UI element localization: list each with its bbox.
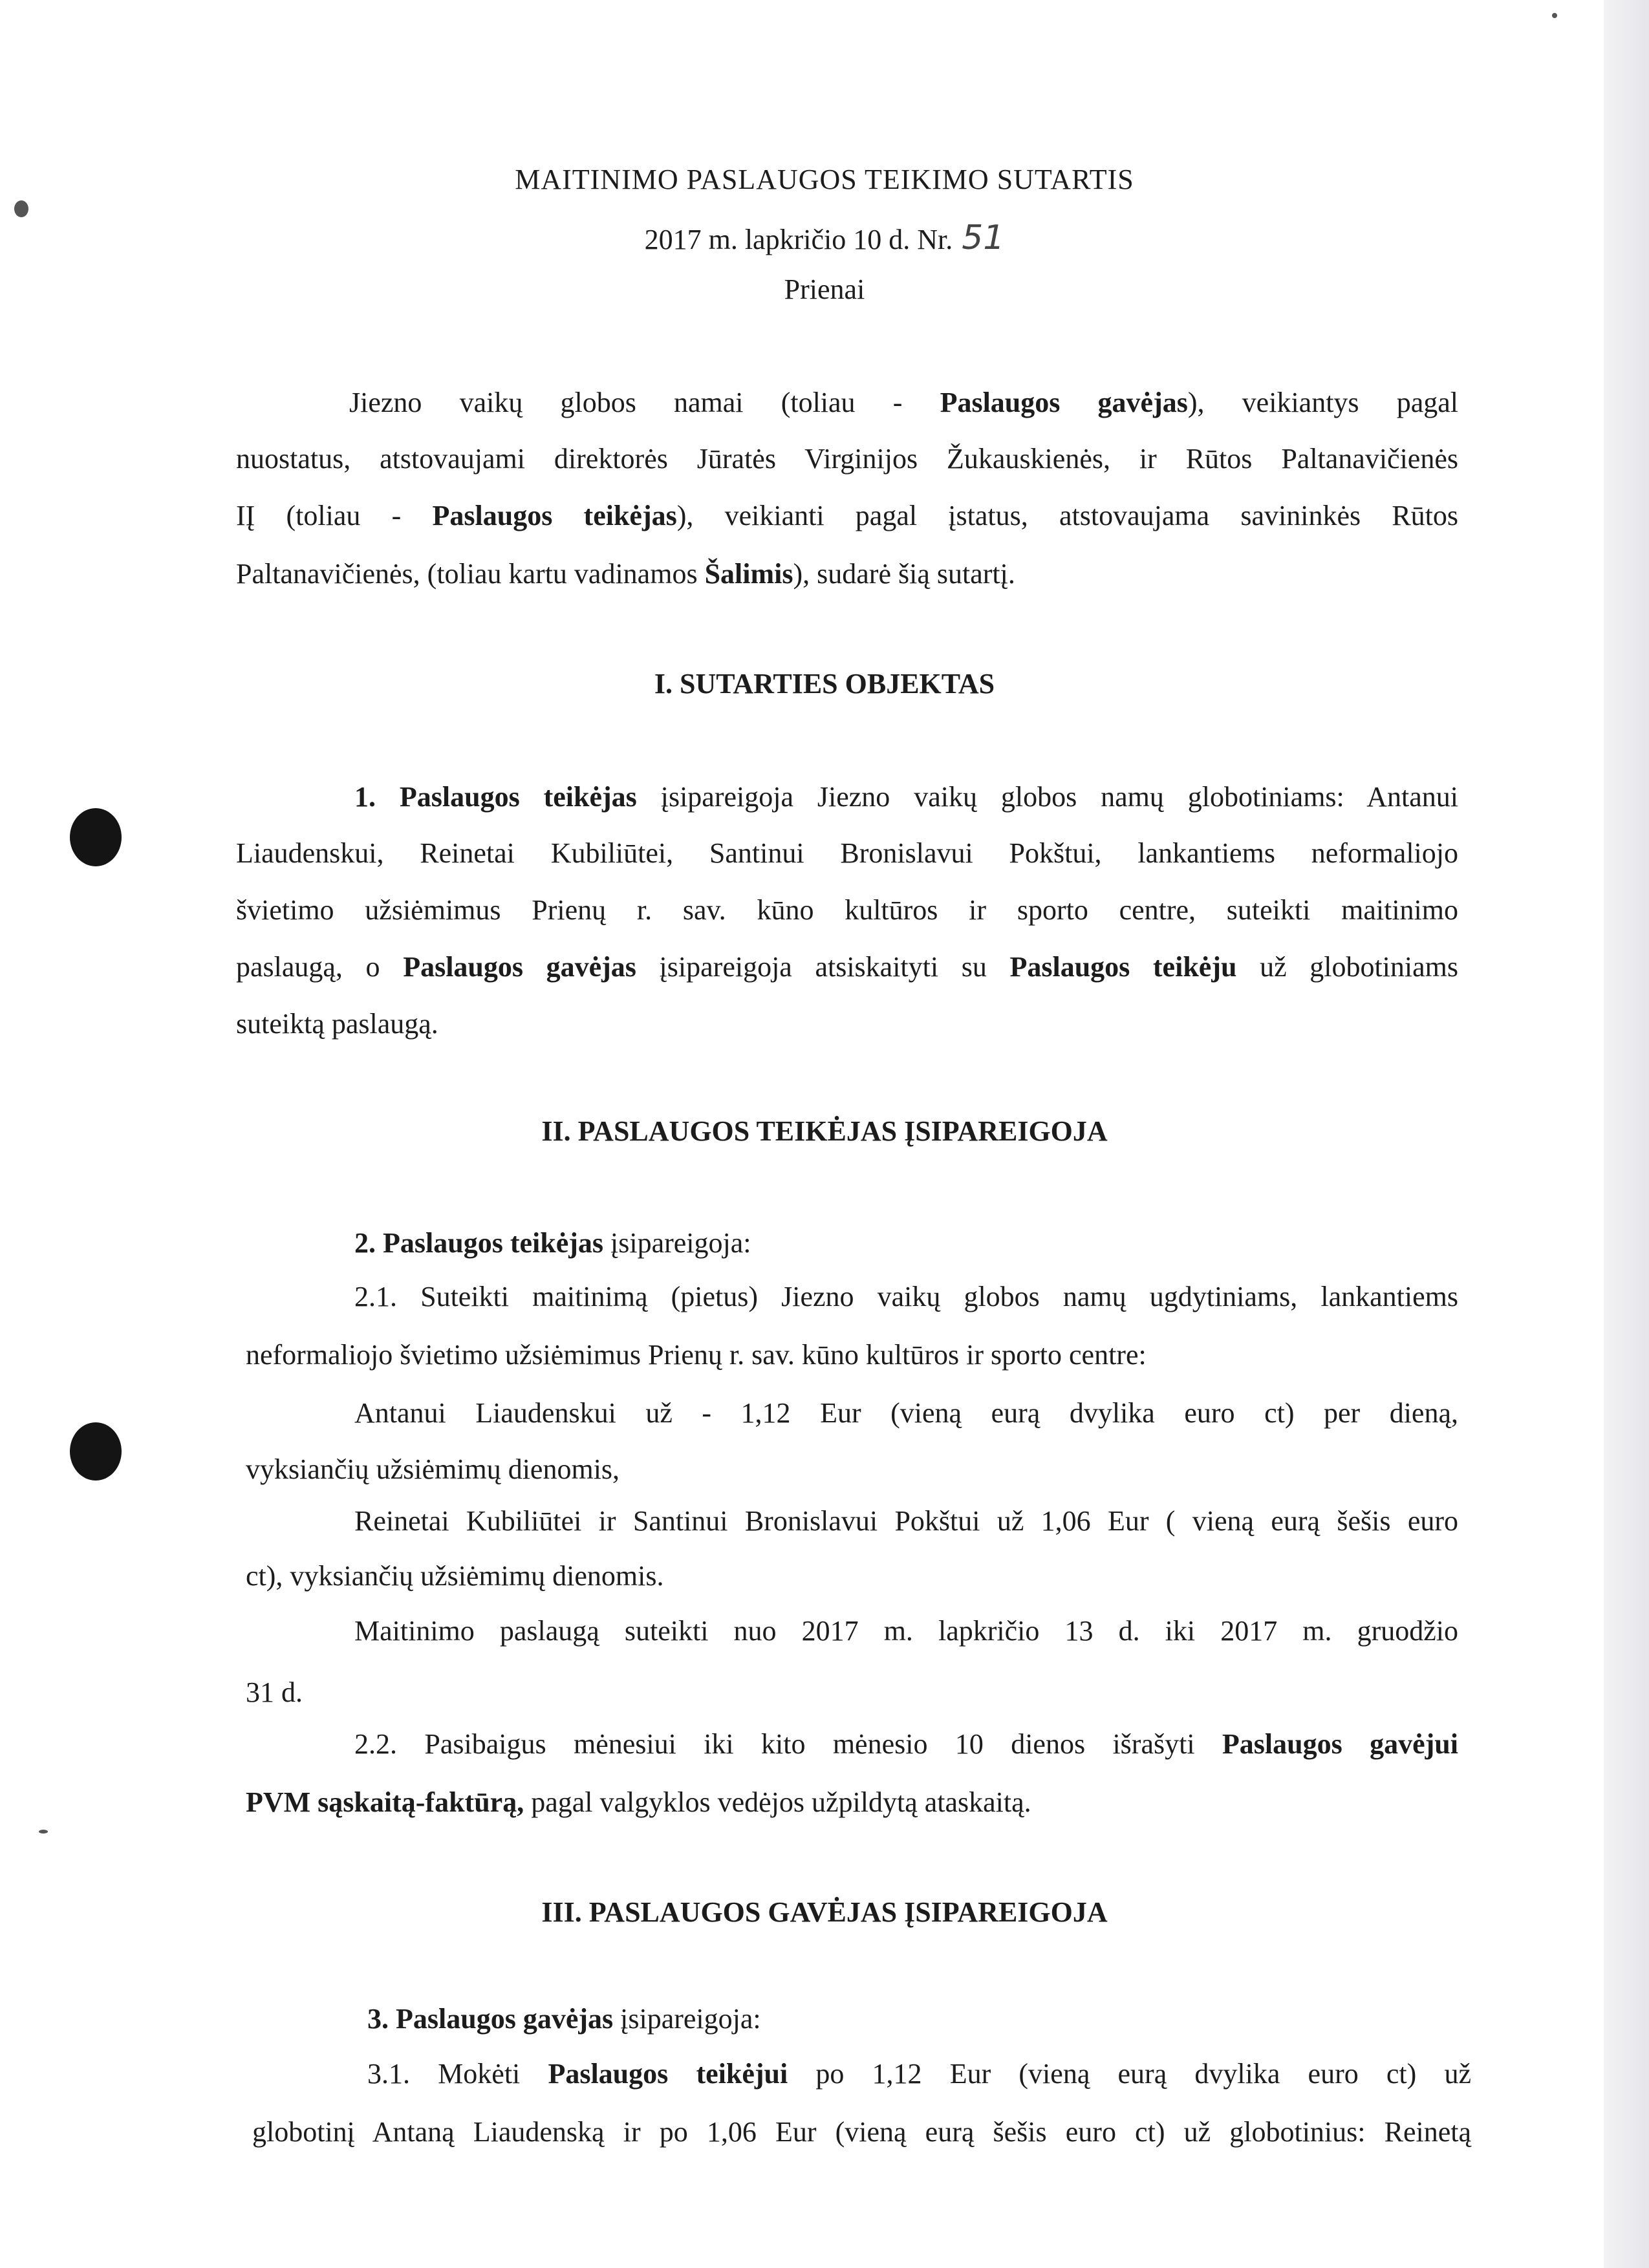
intro-line-2: nuostatus, atstovaujami direktorės Jūratės Virginijos Žukauskienės, ir Rūtos Paltanavičienės — [236, 443, 1458, 475]
handwritten-number: 51 — [962, 219, 1005, 257]
section-3-heading: III. PASLAUGOS GAVĖJAS ĮSIPAREIGOJA — [541, 1896, 1108, 1928]
section-3-intro: 3. Paslaugos gavėjas įsipareigoja: — [367, 2003, 761, 2035]
section-2-1-line-3: Antanui Liaudenskui už - 1,12 Eur (vieną eurą dvylika euro ct) per dieną, — [354, 1397, 1458, 1429]
section-2-heading: II. PASLAUGOS TEIKĖJAS ĮSIPAREIGOJA — [541, 1115, 1108, 1147]
section-2-1-line-5: Reinetai Kubiliūtei ir Santinui Bronislavui Pokštui už 1,06 Eur ( vieną eurą šešis euro — [354, 1505, 1458, 1537]
section-2-1-line-7: Maitinimo paslaugą suteikti nuo 2017 m. lapkričio 13 d. iki 2017 m. gruodžio — [354, 1615, 1458, 1647]
section-1-line-3: švietimo užsiėmimus Prienų r. sav. kūno kultūros ir sporto centre, suteikti maitinimo — [236, 894, 1458, 926]
section-2-1-line-8: 31 d. — [246, 1676, 303, 1708]
section-3-1-line-2: globotinį Antaną Liaudenską ir po 1,06 Eur (vieną eurą šešis euro ct) už globotinius: Reinetą — [252, 2116, 1471, 2148]
section-2-1-line-1: 2.1. Suteikti maitinimą (pietus) Jiezno vaikų globos namų ugdytiniams, lankantiems — [354, 1281, 1458, 1312]
section-2-intro: 2. Paslaugos teikėjas įsipareigoja: — [354, 1227, 751, 1259]
document-title: MAITINIMO PASLAUGOS TEIKIMO SUTARTIS — [515, 164, 1134, 195]
section-1-line-2: Liaudenskui, Reinetai Kubiliūtei, Santinui Bronislavui Pokštui, lankantiems neformaliojo — [236, 837, 1458, 869]
intro-line-1: Jiezno vaikų globos namai (toliau - Paslaugos gavėjas), veikiantys pagal — [349, 387, 1458, 418]
section-1-line-5: suteiktą paslaugą. — [236, 1008, 438, 1040]
section-2-1-line-4: vyksiančių užsiėmimų dienomis, — [246, 1453, 620, 1485]
intro-line-4: Paltanavičienės, (toliau kartu vadinamos Šalimis), sudarė šią sutartį. — [236, 558, 1015, 590]
document-city: Prienai — [784, 273, 865, 305]
section-1-line-1: 1. Paslaugos teikėjas įsipareigoja Jiezno vaikų globos namų globotiniams: Antanui — [354, 781, 1458, 813]
section-2-2-line-1: 2.2. Pasibaigus mėnesiui iki kito mėnesio 10 dienos išrašyti Paslaugos gavėjui — [354, 1728, 1458, 1760]
section-2-1-line-2: neformaliojo švietimo užsiėmimus Prienų r. sav. kūno kultūros ir sporto centre: — [246, 1339, 1147, 1371]
section-2-1-line-6: ct), vyksiančių užsiėmimų dienomis. — [246, 1560, 664, 1592]
intro-line-3: IĮ (toliau - Paslaugos teikėjas), veikianti pagal įstatus, atstovaujama savininkės Rūtos — [236, 500, 1459, 531]
section-2-2-line-2: PVM sąskaitą-faktūrą, pagal valgyklos vedėjos užpildytą ataskaitą. — [246, 1786, 1031, 1818]
section-3-1-line-1: 3.1. Mokėti Paslaugos teikėjui po 1,12 Eur (vieną eurą dvylika euro ct) už — [367, 2058, 1471, 2090]
section-1-line-4: paslaugą, o Paslaugos gavėjas įsipareigoja atsiskaityti su Paslaugos teikėju už globotiniams — [236, 951, 1459, 983]
section-1-heading: I. SUTARTIES OBJEKTAS — [654, 668, 995, 700]
document-date-number: 2017 m. lapkričio 10 d. Nr. 51 — [644, 219, 1005, 257]
